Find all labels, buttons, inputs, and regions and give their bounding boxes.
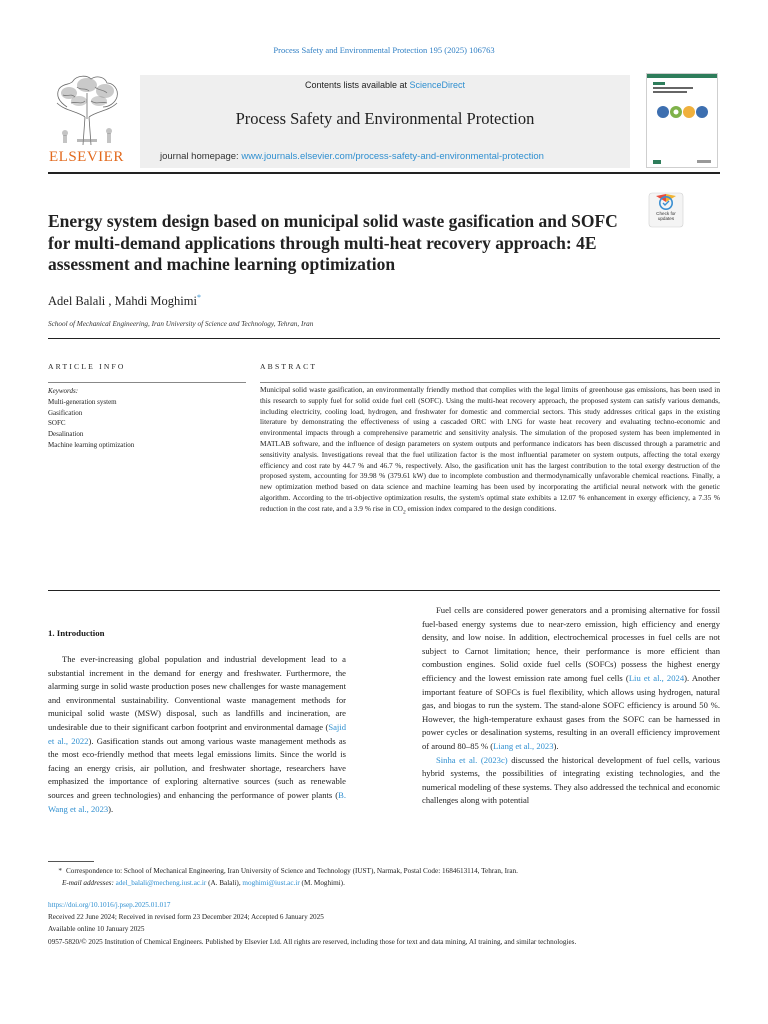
keywords-block bbox=[48, 386, 246, 451]
paragraph bbox=[422, 754, 720, 808]
title-block-rule bbox=[48, 338, 720, 339]
copyright-notice: 0957-5820/© 2025 Institution of Chemical Engineers. Published by Elsevier Ltd. All rights are reserved, including those for text and data mining, AI training, and similar technologies. bbox=[48, 938, 577, 946]
corresponding-author-mark[interactable]: * bbox=[196, 293, 201, 302]
elsevier-tree-icon bbox=[47, 73, 127, 147]
abstract-heading: ABSTRACT bbox=[260, 362, 318, 371]
keywords-label: Keywords: bbox=[48, 387, 79, 395]
author-separator: , bbox=[105, 294, 115, 309]
email-label: E-mail addresses: bbox=[62, 879, 114, 887]
header-rule bbox=[48, 172, 720, 174]
journal-cover-art bbox=[647, 74, 718, 168]
article-title: Energy system design based on municipal solid waste gasification and SOFC for multi-demand applications through multi-heat recovery approach: 4E assessment and machine learning optimization bbox=[48, 211, 618, 274]
keyword-item: Machine learning optimization bbox=[48, 440, 135, 449]
correspondence-text: Correspondence to: School of Mechanical Engineering, Iran University of Science and Technology (IUST), Narmak, Postal Code: 1684613114, Tehran, Iran. bbox=[66, 867, 518, 875]
article-info-rule bbox=[48, 382, 246, 383]
email-link[interactable]: moghimi@iust.ac.ir bbox=[242, 879, 300, 887]
correspondence-footnote bbox=[48, 866, 518, 877]
article-history: Received 22 June 2024; Received in revised form 23 December 2024; Accepted 6 January 2025 bbox=[48, 913, 324, 921]
author-list bbox=[48, 293, 201, 309]
journal-cover-thumbnail[interactable] bbox=[646, 73, 718, 168]
body-column-right bbox=[422, 604, 720, 808]
elsevier-logo[interactable] bbox=[47, 73, 127, 167]
citation-link[interactable]: Sajid et al., 2022 bbox=[48, 721, 346, 746]
paragraph-text: ). bbox=[553, 740, 559, 751]
paragraph-text: ). Gasification stands out among various waste management methods as the most eco-friendly method that meets legal emissions limits. Since the world is facing an energy crisis, air pollution, and freshwater shortage, researchers have emphasized the importance of exploring alternative sources (such as renewable sources and green technologies) and enhancing the performance of power plants ( bbox=[48, 735, 346, 800]
email-owner: (M. Moghimi). bbox=[299, 879, 345, 887]
abstract-body: Municipal solid waste gasification, an environmentally friendly method that complies with the legal limits of greenhouse gas emissions, has been used in this research to supply fuel for solid oxide fuel cell (SOFC). Using the multi-heat recovery approach, the proposed system can satisfy various demands, including electricity, cooling load, hydrogen, and freshwater for domestic and commercial sectors. This study addresses critical gaps in the existing literature by demonstrating the effectiveness of using a cascaded ORC with LNG for waste heat recovery and evaluating techno-economic and environmental impacts through a comprehensive parametric and sensitivity analysis. The simulation of the proposed system has been implemented in MATLAB software, and the influence of design parameters on system outputs and performance indicators has been discussed through a parametric and sensitivity analysis. Investigations reveal that the fuel utilization factor is the most influential parameter on system outputs, affecting the total exergy efficiency and cost rate by 44.7 % and 46.7 %, respectively. Also, the gasification unit has the largest contribution to the total exergy destruction of the proposed system, accounting for 39.98 % (379.61 kW) due to incomplete combustion and thermodynamically unfavorable chemical reactions. Finally, a new optimization method based on data science and machine learning has been used by incorporating the artificial neural network with the genetic algorithm. According to the tri-objective optimization results, the system's optimal state exhibits a 12.07 % enhancement in exergy efficiency, a 7.35 % reduction in the cost rate, and a 3.9 % rise in CO bbox=[260, 385, 720, 513]
email-footnote bbox=[62, 878, 345, 889]
paragraph bbox=[48, 653, 346, 816]
journal-homepage-link[interactable]: www.journals.elsevier.com/process-safety-and-environmental-protection bbox=[241, 151, 544, 162]
paragraph-text: ). bbox=[108, 803, 114, 814]
publisher-wordmark: ELSEVIER bbox=[49, 149, 124, 165]
crossmark-badge[interactable] bbox=[648, 192, 684, 228]
paragraph-text: ). Another important feature of SOFCs is fuel flexibility, which allows using hydrogen, natural gas, and biogas to run the system. The stand-alone SOFC efficiency is around 50 %. However, the high-temperature exhaust gases from the SOFC can be harnessed in power cycles or desalination systems, resulting in an overall efficiency improvement of around 80–85 % ( bbox=[422, 672, 720, 751]
citation-link[interactable]: Liang et al., 2023 bbox=[493, 740, 554, 751]
abstract-subscript: 2 bbox=[402, 509, 406, 516]
paragraph bbox=[422, 604, 720, 754]
keyword-item: Multi-generation system bbox=[48, 397, 117, 406]
citation-link[interactable]: Sinha et al. (2023c) bbox=[436, 754, 508, 765]
section-heading-introduction: 1. Introduction bbox=[48, 628, 105, 638]
author-name[interactable]: Adel Balali bbox=[48, 294, 106, 309]
crossmark-label-line2: updates bbox=[657, 216, 675, 222]
journal-title: Process Safety and Environmental Protection bbox=[235, 109, 535, 128]
paragraph-text: The ever-increasing global population and industrial development lead to a substantial increment in the demand for energy and freshwater. Furthermore, the alarming surge in solid waste production poses new challenges for waste management and environmental sustainability. Conventional waste management methods for municipal solid waste (MSW) disposal, such as landfills and incineration, are undesirable due to their significant carbon footprint and environmental damage ( bbox=[48, 654, 346, 732]
abstract-bottom-rule bbox=[48, 590, 720, 591]
paragraph-text: discussed the historical development of fuel cells, various hybrid systems, the possibilities of integrating existing technologies, and the numerical modeling of these systems. They also addressed the technical and economic challenges along with potential bbox=[422, 754, 720, 806]
sciencedirect-link[interactable]: ScienceDirect bbox=[409, 80, 466, 90]
contents-availability bbox=[140, 80, 630, 90]
doi-line bbox=[48, 900, 720, 911]
paragraph-text: Fuel cells are considered power generators and a promising alternative for fossil fuel-based energy systems due to near-zero emission, high efficiency and energy density, and low noise. In addition, electrochemical processes in fuel cells are not subject to Carnot limitation; hence, their performance is more efficient than combustion engines. Solid oxide fuel cells (SOFCs) possess the highest energy efficiency and the lowest emission rate among fuel cells ( bbox=[422, 605, 720, 683]
crossmark-label-line1: Check for bbox=[656, 211, 676, 216]
keyword-item: Gasification bbox=[48, 408, 83, 417]
article-info-heading: ARTICLE INFO bbox=[48, 362, 126, 371]
journal-homepage bbox=[160, 151, 544, 162]
abstract-rule bbox=[260, 382, 720, 383]
homepage-prefix: journal homepage: bbox=[160, 151, 242, 162]
abstract-text bbox=[260, 385, 720, 518]
footnote-mark: * bbox=[58, 867, 62, 875]
contents-prefix: Contents lists available at bbox=[304, 80, 410, 90]
affiliation: School of Mechanical Engineering, Iran University of Science and Technology, Tehran, Iran bbox=[48, 320, 314, 328]
check-for-updates-icon bbox=[648, 192, 684, 228]
keyword-item: SOFC bbox=[48, 419, 66, 428]
footnote-rule bbox=[48, 861, 94, 862]
citation-link[interactable]: Liu et al., 2024 bbox=[628, 672, 685, 683]
citation-link[interactable]: B. Wang et al., 2023 bbox=[48, 789, 346, 814]
body-column-left bbox=[48, 653, 346, 816]
journal-header-band bbox=[140, 75, 630, 168]
email-link[interactable]: adel_balali@mecheng.iust.ac.ir bbox=[115, 879, 207, 887]
keyword-item: Desalination bbox=[48, 430, 84, 439]
email-owner: (A. Balali), bbox=[206, 879, 243, 887]
online-date: Available online 10 January 2025 bbox=[48, 925, 145, 933]
abstract-body-end: emission index compared to the design conditions. bbox=[405, 503, 557, 513]
doi-link[interactable]: https://doi.org/10.1016/j.psep.2025.01.017 bbox=[48, 901, 171, 909]
crossmark-label bbox=[650, 211, 682, 222]
running-head[interactable]: Process Safety and Environmental Protection 195 (2025) 106763 bbox=[273, 45, 495, 55]
author-name[interactable]: Mahdi Moghimi bbox=[114, 294, 197, 309]
